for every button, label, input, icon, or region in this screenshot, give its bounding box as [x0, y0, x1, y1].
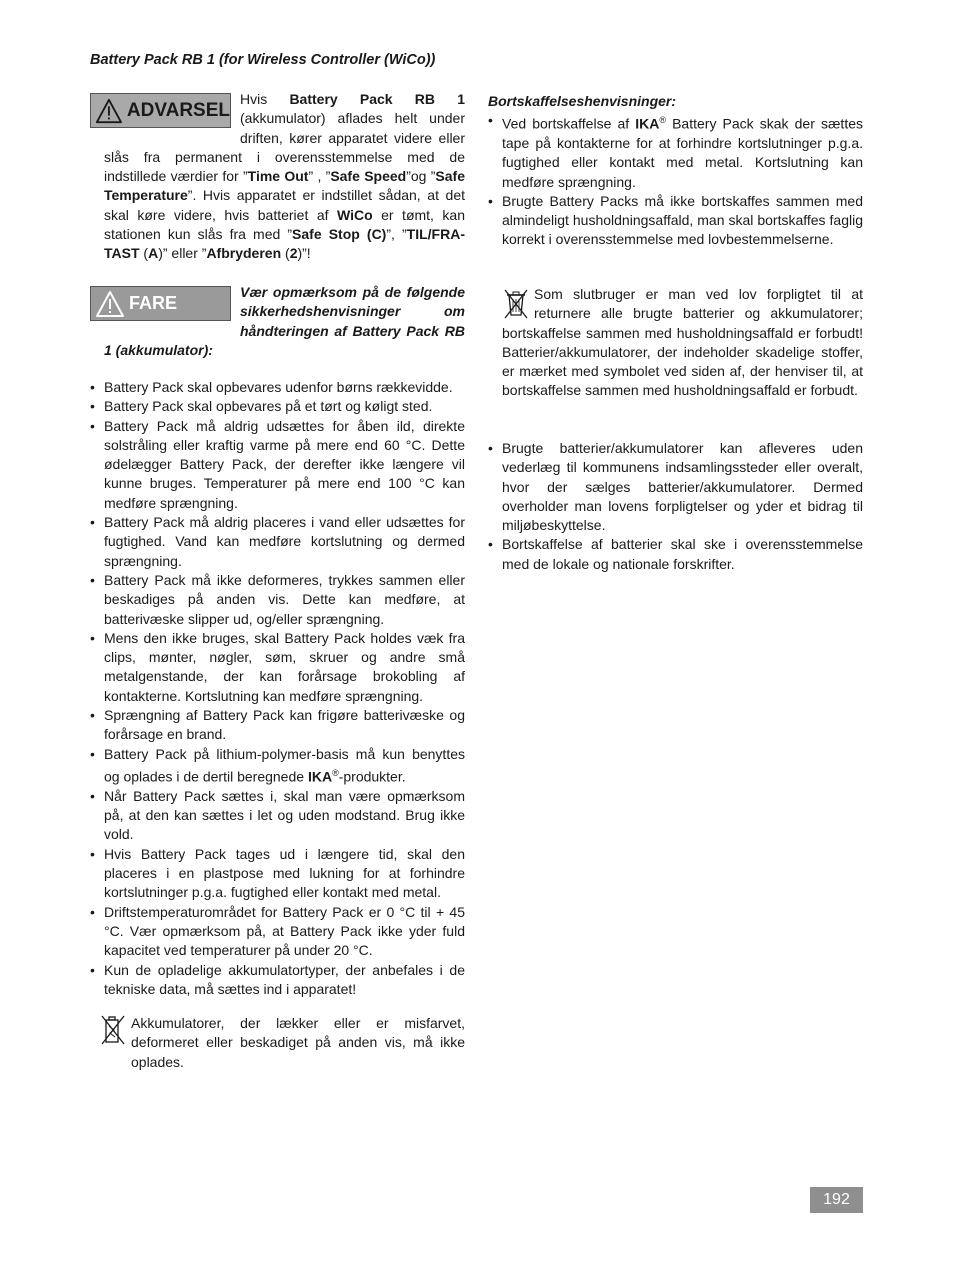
badge-spacer: [104, 90, 240, 146]
fare-label: FARE: [129, 293, 178, 313]
list-item: • Battery Pack skal opbevares udenfor børns rækkevidde.: [90, 378, 465, 397]
list-item: • Battery Pack må ikke deformeres, trykkes sammen eller beskadiges på anden vis. Dette kan medføre, at batterivæske slipper ud, og/eller sprængning.: [90, 571, 465, 629]
disposal-after-list: [488, 439, 863, 574]
icon-spacer: [502, 285, 534, 321]
battery-note: Akkumulatorer, der lækker eller er misfarvet, deformeret eller beskadiget på anden vis, må ikke oplades.: [131, 1015, 465, 1070]
badge-spacer: [104, 283, 240, 339]
list-item: • Når Battery Pack sættes i, skal man være opmærksom på, at den kan sættes i let og uden modstand. Brug ikke vold.: [90, 787, 465, 845]
disposal-heading: Bortskaffelseshenvisninger:: [488, 93, 677, 109]
list-item: • Brugte Battery Packs må ikke bortskaffes sammen med almindeligt husholdningsaffald, man skal bortskaffes faglig korrekt i overensstemmelse med lovbestemmelserne.: [488, 192, 863, 250]
list-item: • Brugte batterier/akkumulatorer kan afleveres uden vederlæg til kommunens indsamlingssteder eller overalt, hvor der sælges batterier/akkumulatorer. Dermed overholder man lovens forpligtelser og yder et bidrag til miljøbeskyttelse.: [488, 439, 863, 535]
list-item: • Hvis Battery Pack tages ud i længere tid, skal den placeres i en plastpose med lukning for at forhindre kortslutninger p.g.a. fugtighed eller kontakt med metal.: [90, 845, 465, 903]
list-item: • Battery Pack må aldrig udsættes for åben ild, direkte solstråling eller kraftig varme på mere end 60 °C. Dette ødelægger Battery Pack, der derefter ikke længere vil kunne bruges. Temperaturer på mere end 100 °C kan medføre sprængning.: [90, 417, 465, 513]
advarsel-text: Hvis Battery Pack RB 1 (akkumulator) aflades helt under driften, kører apparatet videre eller slås fra permanent i overensstemmelse med de indstillede værdier for ”Time Out” , ”Safe Speed”og ”Safe Temperature”. Hvis apparatet er indstillet sådan, at det skal køre videre, hvis batteriet af WiCo er tømt, kan stationen kun slås fra med ”Safe Stop (C)”, ”TIL/FRA-TAST (A)” eller ”Afbryderen (2)”!: [104, 91, 465, 262]
list-item: • Sprængning af Battery Pack kan frigøre batterivæske og forårsage en brand.: [90, 706, 465, 745]
fare-list: [90, 378, 465, 999]
damaged-battery-icon: [100, 1014, 126, 1046]
list-item: • Bortskaffelse af batterier skal ske i overensstemmelse med de lokale og nationale forskrifter.: [488, 535, 863, 574]
list-item: • Driftstemperaturområdet for Battery Pack er 0 °C til + 45 °C. Vær opmærksom på, at Battery Pack ikke yder fuld kapacitet ved temperaturer på under 20 °C.: [90, 903, 465, 961]
disposal-list-bottom: [488, 439, 863, 574]
list-item: • Ved bortskaffelse af IKA® Battery Pack skak der sættes tape på kontakterne for at forhindre kortslutninger p.g.a. fugtighed eller kontakt med metal. Kortslutning kan medføre sprængning.: [488, 111, 863, 192]
page-number: 192: [810, 1187, 863, 1213]
disposal-list-top: [488, 111, 863, 250]
list-item: • Battery Pack skal opbevares på et tørt og køligt sted.: [90, 397, 465, 416]
bin-note: Som slutbruger er man ved lov forpligtet til at returnere alle brugte batterier og akkumulatorer; bortskaffelse sammen med husholdningsaffald er forbudt! Batterier/akkumulatorer, der indeholder skadelige stoffer, er mærket med symbolet ved siden af, der henviser til, at bortskaffelse sammen med husholdningsaffald er forbudt.: [502, 286, 863, 399]
list-item: • Mens den ikke bruges, skal Battery Pack holdes væk fra clips, mønter, nøgler, søm, skruer og andre små metalgenstande, der kan forårsage brokobling af kontakterne. Kortslutning kan medføre sprængning.: [90, 629, 465, 706]
advarsel-label: ADVARSEL: [126, 99, 230, 121]
safety-list: [90, 378, 465, 999]
list-item: • Kun de opladelige akkumulatortyper, der anbefales i de tekniske data, må sættes ind i apparatet!: [90, 961, 465, 1000]
list-item: • Battery Pack på lithium-polymer-basis må kun benyttes og oplades i de dertil beregnede IKA®-produkter.: [90, 745, 465, 787]
list-item: • Battery Pack må aldrig placeres i vand eller udsættes for fugtighed. Vand kan medføre kortslutning og dermed sprængning.: [90, 513, 465, 571]
page-title: Battery Pack RB 1 (for Wireless Controller (WiCo)): [90, 52, 436, 68]
fare-heading: Vær opmærksom på de følgende sikkerhedshenvisninger om håndteringen af Battery Pack RB 1 (akkumulator):: [104, 284, 465, 358]
